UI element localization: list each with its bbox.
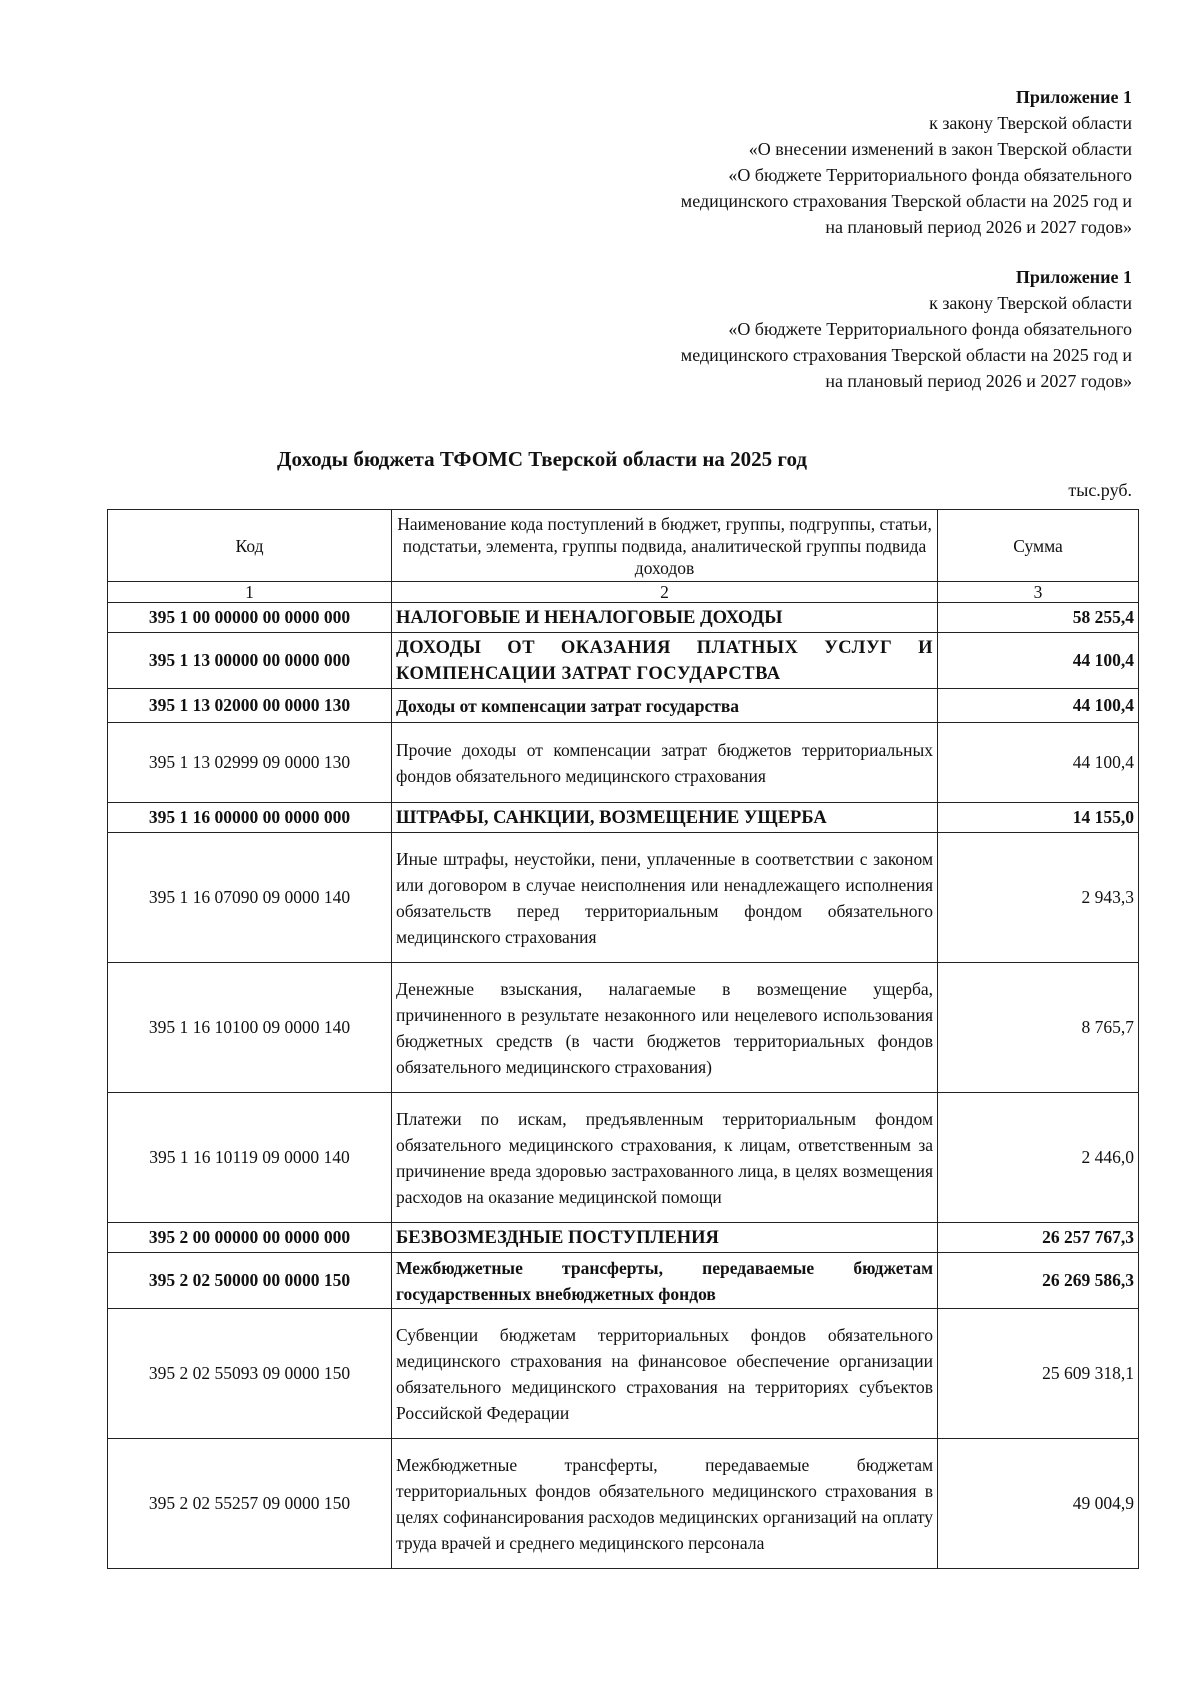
table-row (108, 963, 1139, 1093)
row-name: НАЛОГОВЫЕ И НЕНАЛОГОВЫЕ ДОХОДЫ (392, 603, 938, 633)
row-sum: 26 257 767,3 (938, 1223, 1139, 1253)
table-row (108, 603, 1139, 633)
row-name: Доходы от компенсации затрат государства (392, 689, 938, 723)
row-code: 395 1 16 00000 00 0000 000 (108, 803, 392, 833)
appendix-line: на плановый период 2026 и 2027 годов» (825, 371, 1132, 391)
appendix-heading: Приложение 1 (1015, 267, 1132, 287)
table-header-row (108, 510, 1139, 582)
column-number: 3 (938, 582, 1139, 603)
income-table (107, 509, 1139, 1569)
row-sum: 58 255,4 (938, 603, 1139, 633)
table-row (108, 1309, 1139, 1439)
row-name: ШТРАФЫ, САНКЦИИ, ВОЗМЕЩЕНИЕ УЩЕРБА (392, 803, 938, 833)
row-code: 395 1 16 10100 09 0000 140 (108, 963, 392, 1093)
row-name: БЕЗВОЗМЕЗДНЫЕ ПОСТУПЛЕНИЯ (392, 1223, 938, 1253)
row-code: 395 2 02 55093 09 0000 150 (108, 1309, 392, 1439)
appendix-original-header (681, 264, 1132, 394)
table-row (108, 1223, 1139, 1253)
row-sum: 14 155,0 (938, 803, 1139, 833)
appendix-line: к закону Тверской области (929, 293, 1132, 313)
row-name: Межбюджетные трансферты, передаваемые бюджетам государственных внебюджетных фондов (392, 1253, 938, 1309)
row-sum: 8 765,7 (938, 963, 1139, 1093)
row-sum: 25 609 318,1 (938, 1309, 1139, 1439)
table-row (108, 633, 1139, 689)
row-name: Межбюджетные трансферты, передаваемые бюджетам территориальных фондов обязательного медицинского страхования в целях софинансирования расходов медицинских организаций на оплату труда врачей и среднего медицинского персонала (392, 1439, 938, 1569)
row-sum: 26 269 586,3 (938, 1253, 1139, 1309)
row-sum: 2 943,3 (938, 833, 1139, 963)
row-code: 395 1 13 00000 00 0000 000 (108, 633, 392, 689)
row-sum: 49 004,9 (938, 1439, 1139, 1569)
row-sum: 44 100,4 (938, 689, 1139, 723)
row-code: 395 1 13 02000 00 0000 130 (108, 689, 392, 723)
table-row (108, 689, 1139, 723)
row-name: Денежные взыскания, налагаемые в возмещение ущерба, причиненного в результате незаконного или нецелевого использования бюджетных средств (в части бюджетов территориальных фондов обязательного медицинского страхования) (392, 963, 938, 1093)
row-name: Субвенции бюджетам территориальных фондов обязательного медицинского страхования на финансовое обеспечение организации обязательного медицинского страхования на территориях субъектов Российской Федерации (392, 1309, 938, 1439)
row-sum: 44 100,4 (938, 723, 1139, 803)
row-code: 395 1 13 02999 09 0000 130 (108, 723, 392, 803)
row-sum: 44 100,4 (938, 633, 1139, 689)
appendix-line: к закону Тверской области (929, 113, 1132, 133)
table-row (108, 723, 1139, 803)
column-number-row (108, 582, 1139, 603)
appendix-heading: Приложение 1 (1015, 87, 1132, 107)
appendix-line: «О бюджете Территориального фонда обязательного (728, 319, 1132, 339)
row-code: 395 2 00 00000 00 0000 000 (108, 1223, 392, 1253)
row-code: 395 1 16 10119 09 0000 140 (108, 1093, 392, 1223)
column-number: 2 (392, 582, 938, 603)
row-name: Иные штрафы, неустойки, пени, уплаченные в соответствии с законом или договором в случае неисполнения или ненадлежащего исполнения обязательств перед территориальным фондом обязательного медицинского страхования (392, 833, 938, 963)
row-code: 395 2 02 50000 00 0000 150 (108, 1253, 392, 1309)
appendix-line: на плановый период 2026 и 2027 годов» (825, 217, 1132, 237)
appendix-line: медицинского страхования Тверской области на 2025 год и (680, 345, 1132, 365)
table-row (108, 1439, 1139, 1569)
header-name: Наименование кода поступлений в бюджет, группы, подгруппы, статьи, подстатьи, элемента, группы подвида, аналитической группы подвида доходов (392, 510, 938, 582)
appendix-line: медицинского страхования Тверской области на 2025 год и (680, 191, 1132, 211)
row-name: Прочие доходы от компенсации затрат бюджетов территориальных фондов обязательного медицинского страхования (392, 723, 938, 803)
appendix-amendment-header (681, 84, 1132, 240)
row-name: ДОХОДЫ ОТ ОКАЗАНИЯ ПЛАТНЫХ УСЛУГ И КОМПЕНСАЦИИ ЗАТРАТ ГОСУДАРСТВА (392, 633, 938, 689)
appendix-line: «О внесении изменений в закон Тверской области (748, 139, 1132, 159)
table-row (108, 803, 1139, 833)
column-number: 1 (108, 582, 392, 603)
table-row (108, 1093, 1139, 1223)
header-code: Код (108, 510, 392, 582)
appendix-line: «О бюджете Территориального фонда обязательного (728, 165, 1132, 185)
document-title: Доходы бюджета ТФОМС Тверской области на 2025 год (277, 447, 807, 471)
row-name: Платежи по искам, предъявленным территориальным фондом обязательного медицинского страхования, к лицам, ответственным за причинение вреда здоровью застрахованного лица, в целях возмещения расходов на оказание медицинской помощи (392, 1093, 938, 1223)
table-row (108, 833, 1139, 963)
row-code: 395 2 02 55257 09 0000 150 (108, 1439, 392, 1569)
table-row (108, 1253, 1139, 1309)
header-sum: Сумма (938, 510, 1139, 582)
units-label: тыс.руб. (1068, 480, 1132, 500)
row-code: 395 1 16 07090 09 0000 140 (108, 833, 392, 963)
row-sum: 2 446,0 (938, 1093, 1139, 1223)
row-code: 395 1 00 00000 00 0000 000 (108, 603, 392, 633)
